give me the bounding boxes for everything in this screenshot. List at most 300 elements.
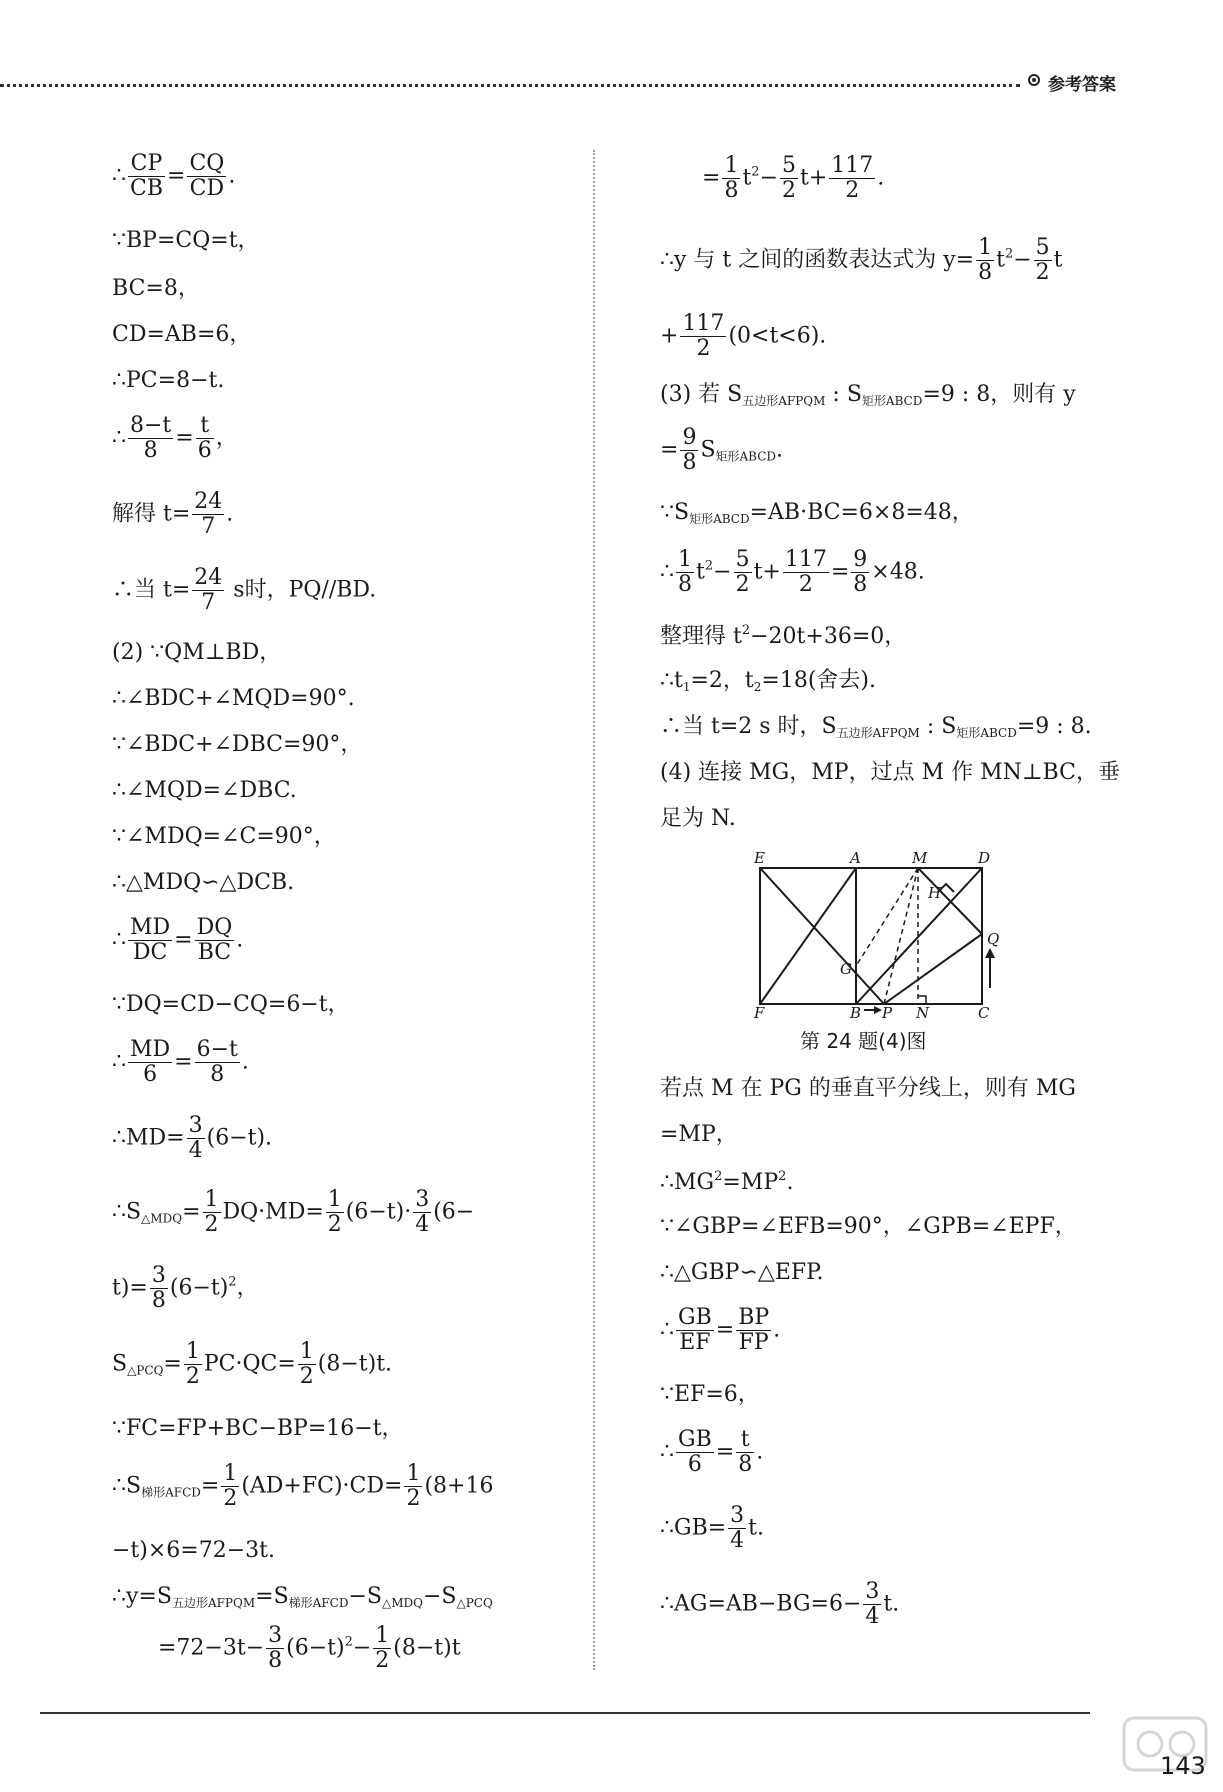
fraction (187, 152, 226, 201)
fraction (128, 152, 165, 201)
num: DQ (196, 915, 233, 940)
num: 1 (185, 1339, 200, 1364)
fraction (1034, 236, 1052, 285)
num: 24 (194, 565, 223, 590)
t: ， (215, 425, 238, 451)
den: 8 (978, 260, 993, 286)
num: 3 (865, 1579, 880, 1604)
target-icon (1028, 74, 1040, 86)
t: ×48. (871, 559, 925, 585)
line-r16: ∵∠GBP=∠EFB=90°，∠GPB=∠EPF， (660, 1214, 1077, 1239)
line-l2: ∵BP=CQ=t， (112, 228, 260, 253)
t: −20t+36=0， (750, 624, 907, 649)
num: 5 (1035, 235, 1050, 260)
t: t (742, 165, 752, 191)
label-a: A (850, 849, 861, 867)
den: 2 (406, 1486, 421, 1512)
subscript: △PCQ (127, 1363, 164, 1378)
den: 6 (143, 1062, 158, 1088)
fraction (192, 490, 224, 539)
line-l10: ∴∠BDC+∠MQD=90°. (112, 686, 355, 711)
t: DQ·MD= (222, 1199, 324, 1225)
fraction (298, 1340, 316, 1389)
t: t (996, 247, 1005, 273)
t: = (174, 1049, 193, 1075)
fraction (851, 548, 869, 597)
line-r4 (660, 384, 1076, 407)
t: = (163, 1351, 182, 1377)
t: PC·QC= (203, 1351, 296, 1377)
line-l4: CD=AB=6， (112, 322, 252, 347)
line-l20 (112, 1264, 259, 1313)
t: (8+16 (424, 1473, 494, 1499)
line-l15 (112, 916, 243, 965)
den: 2 (204, 1212, 219, 1238)
den: 7 (201, 514, 216, 540)
line-r19: ∵EF=6， (660, 1382, 760, 1407)
num: 117 (831, 153, 874, 178)
fraction (680, 426, 698, 475)
num: t (736, 1428, 754, 1453)
t: . (236, 927, 244, 953)
t: 解得 t= (112, 501, 191, 527)
fraction (326, 1188, 344, 1237)
figure-caption: 第 24 题(4)图 (800, 1029, 927, 1053)
line-l26 (158, 1624, 461, 1673)
arrow-right-icon (874, 1006, 882, 1014)
t: ∴t (660, 668, 683, 693)
den: 2 (375, 1648, 390, 1674)
t: = (715, 1439, 735, 1465)
fraction (184, 1340, 202, 1389)
subscript: 五边形AFPQM (742, 394, 826, 408)
t: (6−t) (286, 1635, 345, 1661)
num: 24 (194, 489, 223, 514)
fraction (680, 312, 726, 361)
t: (6−t) (169, 1275, 229, 1301)
line-l16: ∵DQ=CD−CQ=6−t， (112, 992, 350, 1017)
t: =9 : 8. (1016, 714, 1092, 739)
label-b: B (850, 1004, 862, 1018)
den: 4 (730, 1528, 745, 1554)
t: ∴ (660, 559, 674, 585)
line-r9 (660, 670, 876, 693)
fraction (722, 154, 740, 203)
t: : S (919, 714, 957, 739)
line-l23 (112, 1462, 493, 1511)
page-number: 143 (1160, 1752, 1206, 1780)
fraction (187, 1114, 205, 1163)
t: = (200, 1473, 220, 1499)
t: = (174, 927, 193, 953)
den: DC (132, 940, 168, 966)
den: 2 (798, 572, 813, 598)
num: 1 (299, 1339, 314, 1364)
num: 3 (415, 1187, 430, 1212)
line-l7 (112, 490, 233, 539)
num: 5 (782, 153, 796, 178)
num: 117 (682, 311, 725, 336)
header-title: 参考答案 (1048, 75, 1116, 95)
label-c: C (978, 1004, 990, 1018)
t: (3) 若 S (660, 382, 743, 407)
fraction (676, 1428, 714, 1477)
fraction (676, 1306, 714, 1355)
t: . (877, 165, 885, 191)
line-l8 (112, 566, 376, 615)
superscript: 2 (1004, 246, 1014, 262)
den: EF (679, 1330, 711, 1356)
t: ∴ (112, 927, 126, 953)
subscript: 梯形AFCD (288, 1596, 349, 1610)
den: 8 (678, 572, 692, 598)
superscript: 2 (228, 1274, 237, 1290)
num: GB (678, 1305, 712, 1330)
num: t (196, 414, 214, 439)
den: 7 (201, 590, 216, 616)
t: − (759, 165, 778, 191)
label-e: E (754, 849, 765, 867)
t: : S (825, 382, 862, 407)
line-r22 (660, 1580, 899, 1629)
den: 8 (268, 1648, 283, 1674)
subscript: 梯形AFCD (141, 1485, 201, 1500)
t: ， (236, 1275, 259, 1301)
t: . (786, 1170, 794, 1195)
den: 2 (782, 178, 796, 204)
line-l21 (112, 1340, 392, 1389)
line-l1 (112, 152, 235, 201)
num: 1 (204, 1187, 219, 1212)
t: (0<t<6). (728, 323, 827, 349)
label-f: F (754, 1004, 765, 1018)
num: BP (738, 1305, 770, 1330)
label-g: G (840, 960, 852, 978)
subscript: 矩形ABCD (861, 394, 923, 408)
t: . (773, 1317, 781, 1343)
den: 8 (853, 572, 868, 598)
seg-pq (884, 934, 982, 1004)
line-r20 (660, 1428, 763, 1477)
fraction (780, 154, 798, 203)
num: MD (130, 915, 171, 940)
subscript: 2 (753, 680, 762, 694)
fraction (373, 1624, 391, 1673)
line-r17: ∴△GBP∽△EFP. (660, 1260, 824, 1285)
t: + (660, 323, 679, 349)
t: S (700, 437, 716, 463)
t: ∴ (660, 1317, 674, 1343)
subscript: △PCQ (456, 1596, 493, 1610)
subscript: 1 (682, 680, 691, 694)
fraction (128, 1038, 172, 1087)
line-r21 (660, 1504, 764, 1553)
subscript: 矩形ABCD (956, 726, 1017, 740)
superscript: 2 (704, 558, 714, 574)
superscript: 2 (751, 164, 760, 180)
footer-rule (40, 1712, 1090, 1714)
fraction (192, 566, 224, 615)
t: =2，t (690, 668, 754, 693)
num: 1 (375, 1623, 390, 1648)
t: = (182, 1199, 201, 1225)
line-l9: (2) ∵QM⊥BD， (112, 640, 282, 665)
t: = (702, 165, 721, 191)
num: 3 (188, 1113, 203, 1138)
line-l22: ∵FC=FP+BC−BP=16−t， (112, 1416, 404, 1441)
line-r3 (660, 312, 826, 361)
num: 1 (724, 153, 739, 178)
t: =AB·BC=6×8=48， (749, 500, 974, 525)
line-l11: ∵∠BDC+∠DBC=90°， (112, 732, 363, 757)
t: s时，PQ//BD. (226, 577, 377, 603)
t: = (715, 1317, 735, 1343)
num: 117 (784, 547, 827, 572)
t: =MP (722, 1170, 779, 1195)
den: 6 (197, 438, 212, 464)
den: 2 (223, 1486, 238, 1512)
t: ∴S (112, 1473, 142, 1499)
label-h: H (928, 884, 942, 902)
label-d: D (978, 849, 991, 867)
den: 8 (210, 1062, 225, 1088)
t: ∴ (112, 163, 126, 189)
fraction (221, 1462, 239, 1511)
line-l6 (112, 414, 238, 463)
seg-ef-diag (760, 868, 884, 1004)
den: 2 (185, 1364, 200, 1390)
t: ∴ (112, 1049, 126, 1075)
t: ∵S (660, 500, 690, 525)
t: t+ (800, 165, 828, 191)
den: 2 (1035, 260, 1050, 286)
line-l13: ∵∠MDQ=∠C=90°， (112, 824, 336, 849)
t: ∴y 与 t 之间的函数表达式为 y= (660, 247, 975, 273)
t: (8−t)t (393, 1635, 461, 1661)
fraction (676, 548, 694, 597)
num: CP (128, 152, 165, 177)
fraction (728, 1504, 746, 1553)
seg-fa-diag (760, 868, 856, 1004)
t: t)= (112, 1275, 148, 1301)
line-l5: ∴PC=8−t. (112, 368, 225, 393)
fraction (736, 1428, 754, 1477)
t: S (112, 1351, 128, 1377)
line-r18 (660, 1306, 780, 1355)
fraction (195, 916, 235, 965)
line-r8 (660, 624, 906, 648)
line-r1 (702, 154, 884, 203)
den: 8 (724, 178, 739, 204)
t: ∴MG (660, 1170, 715, 1195)
den: 2 (327, 1212, 342, 1238)
num: 3 (268, 1623, 283, 1648)
t: = (660, 437, 679, 463)
num: 1 (406, 1461, 421, 1486)
fraction (863, 1580, 881, 1629)
num: 3 (151, 1263, 166, 1288)
fraction (128, 916, 172, 965)
num: 1 (327, 1187, 342, 1212)
fraction (266, 1624, 284, 1673)
num: 6−t (196, 1037, 238, 1062)
label-q: Q (987, 930, 1000, 948)
t: = (167, 163, 186, 189)
den: 2 (299, 1364, 314, 1390)
line-l14: ∴△MDQ∽△DCB. (112, 870, 295, 895)
den: 8 (682, 450, 697, 476)
num: GB (678, 1427, 712, 1452)
fraction (404, 1462, 422, 1511)
t: ∴ (112, 425, 126, 451)
t: ∴当 t=2 s 时，S (660, 714, 837, 739)
t: ∴y=S (112, 1584, 172, 1609)
fraction (128, 414, 173, 463)
arrow-up-icon (985, 948, 995, 958)
label-m: M (912, 849, 928, 867)
fraction (736, 1306, 771, 1355)
t: t (696, 559, 705, 585)
subscript: 矩形ABCD (715, 449, 777, 464)
label-n: N (916, 1004, 930, 1018)
t: (6−t)· (345, 1199, 412, 1225)
line-r7 (660, 548, 925, 597)
right-angle-n (918, 996, 926, 1004)
fraction (195, 1038, 240, 1087)
den: 8 (151, 1288, 166, 1314)
fraction (413, 1188, 431, 1237)
line-l24: −t)×6=72−3t. (112, 1538, 275, 1563)
den: CB (130, 176, 163, 202)
t: = (830, 559, 850, 585)
den: 2 (735, 572, 750, 598)
line-l17 (112, 1038, 249, 1087)
t: ∴S (112, 1199, 142, 1225)
line-r6 (660, 502, 974, 525)
den: 8 (143, 438, 158, 464)
t: . (776, 437, 784, 463)
line-r5 (660, 426, 783, 475)
t: (6− (433, 1199, 475, 1225)
fraction (783, 548, 829, 597)
subscript: 五边形AFPQM (836, 726, 920, 740)
t: t. (748, 1515, 765, 1541)
t: = (175, 425, 194, 451)
line-r2 (660, 236, 1063, 285)
line-l12: ∴∠MQD=∠DBC. (112, 778, 297, 803)
t: (AD+FC)·CD= (241, 1473, 403, 1499)
t: . (226, 501, 234, 527)
line-r14: =MP， (660, 1122, 738, 1147)
subscript: 五边形AFPQM (171, 1596, 256, 1610)
t: =18(舍去). (761, 668, 876, 693)
line-l3: BC=8， (112, 276, 200, 301)
num: MD (130, 1037, 171, 1062)
line-r11: (4) 连接 MG，MP，过点 M 作 MN⊥BC，垂 (660, 760, 1120, 785)
t: t. (883, 1591, 900, 1617)
line-r15 (660, 1170, 793, 1194)
den: 6 (687, 1452, 702, 1478)
superscript: 2 (344, 1634, 353, 1650)
num: 9 (682, 425, 697, 450)
t: t+ (753, 559, 781, 585)
den: 2 (696, 336, 711, 362)
seg-bd (856, 868, 982, 1004)
t: =9 : 8，则有 y (922, 382, 1076, 407)
column-divider (593, 150, 595, 1670)
num: 1 (223, 1461, 238, 1486)
t: . (241, 1049, 249, 1075)
t: =S (255, 1584, 289, 1609)
t: −S (422, 1584, 457, 1609)
fraction (976, 236, 994, 285)
fraction (829, 154, 875, 203)
fraction (734, 548, 752, 597)
t: . (228, 163, 236, 189)
num: 8−t (130, 413, 172, 438)
num: CQ (189, 151, 225, 176)
t: ∴MD= (112, 1125, 185, 1151)
t: . (756, 1439, 764, 1465)
t: ∴AG=AB−BG=6− (660, 1591, 862, 1617)
den: BC (197, 940, 232, 966)
fraction (196, 414, 214, 463)
geometry-figure (740, 848, 1000, 1018)
superscript: 2 (778, 1169, 787, 1184)
t: ∴当 t= (112, 577, 191, 603)
fraction (203, 1188, 221, 1237)
den: 8 (738, 1452, 753, 1478)
t: ∴GB= (660, 1515, 727, 1541)
num: 1 (678, 547, 692, 572)
t: t (1053, 247, 1063, 273)
t: (8−t)t. (317, 1351, 393, 1377)
t: =72−3t− (158, 1635, 265, 1661)
t: −S (348, 1584, 382, 1609)
num: 9 (853, 547, 868, 572)
line-r12: 足为 N. (660, 806, 736, 831)
den: FP (738, 1330, 769, 1356)
den: 4 (865, 1604, 880, 1630)
dash-mg (856, 868, 918, 966)
t: − (1013, 247, 1032, 273)
t: − (352, 1635, 372, 1661)
t: − (713, 559, 732, 585)
subscript: △MDQ (141, 1211, 183, 1226)
t: (6−t). (206, 1125, 273, 1151)
subscript: △MDQ (381, 1596, 423, 1610)
fraction (150, 1264, 168, 1313)
den: 2 (845, 178, 860, 204)
superscript: 2 (714, 1169, 723, 1184)
den: 4 (188, 1138, 203, 1164)
den: CD (189, 176, 225, 202)
line-l25 (112, 1586, 493, 1609)
superscript: 2 (741, 623, 751, 638)
line-l19 (112, 1188, 474, 1237)
t: ∴ (660, 1439, 674, 1465)
den: 4 (415, 1212, 430, 1238)
num: 1 (978, 235, 993, 260)
label-p: P (882, 1004, 893, 1018)
subscript: 矩形ABCD (689, 512, 750, 526)
t: 整理得 t (660, 624, 742, 649)
line-l18 (112, 1114, 272, 1163)
num: 3 (730, 1503, 745, 1528)
line-r10 (660, 716, 1092, 739)
line-r13: 若点 M 在 PG 的垂直平分线上，则有 MG (660, 1076, 1076, 1101)
header-dotted-rule (0, 84, 1020, 87)
